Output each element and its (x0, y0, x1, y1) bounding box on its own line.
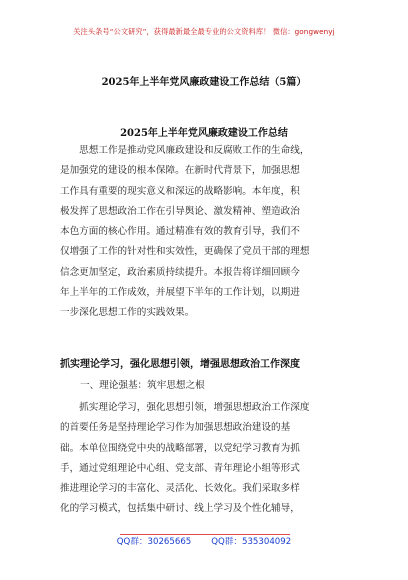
body-paragraph (60, 398, 352, 520)
body-line: 的首要任务是坚持理论学习作为加强思想政治建设的基 (60, 422, 291, 434)
intro-paragraph (60, 141, 352, 324)
intro-line: 年上半年的工作成效，并展望下半年的工作计划，以期进 (60, 287, 300, 299)
intro-line: 一步深化思想工作的实践效果。 (60, 307, 195, 319)
body-line: 手，通过党组理论中心组、党支部、青年理论小组等形式 (60, 462, 300, 474)
intro-line: 工作具有重要的现实意义和深远的战略影响。本年度，积 (60, 185, 300, 197)
subsection-heading: 抓实理论学习，强化思想引领，增强思想政治工作深度 (60, 359, 300, 370)
footer-qq-group-2: QQ群：535304092 (211, 537, 292, 547)
intro-line: 本色方面的核心作用。通过精准有效的教育引导，我们不 (60, 226, 300, 238)
body-line: 化的学习模式，包括集中研讨、线上学习及个性化辅导， (60, 503, 300, 515)
intro-line: 极发挥了思想政治工作在引导舆论、激发精神、塑造政治 (60, 205, 300, 217)
document-title: 2025年上半年党风廉政建设工作总结（5篇） (101, 77, 307, 88)
body-line: 础。本单位围绕党中央的战略部署，以党纪学习教育为抓 (60, 442, 300, 454)
footer (0, 535, 408, 547)
footer-qq-group-1: QQ群：30265665 (116, 537, 192, 547)
body-line: 抓实理论学习，强化思想引领，增强思想政治工作深度 (60, 402, 310, 413)
subsection-subheading: 一、理论强基：筑牢思想之根 (80, 380, 205, 391)
body-line: 推进理论学习的丰富化、灵活化、长效化。我们采取多样 (60, 483, 300, 495)
intro-line: 信念更加坚定，政治素质持续提升。本报告将详细回顾今 (60, 266, 300, 278)
intro-line: 是加强党的建设的根本保障。在新时代背景下，加强思想 (60, 165, 300, 177)
section-title: 2025年上半年党风廉政建设工作总结 (120, 128, 288, 139)
intro-line: 仅增强了工作的针对性和实效性，更确保了党员干部的理想 (60, 246, 310, 258)
intro-line: 思想工作是推动党风廉政建设和反腐败工作的生命线， (60, 145, 310, 156)
header-note: 关注头条号“公文研究”，获得最新最全最专业的公文资料库！ 微信：gongwenyj (73, 27, 335, 36)
